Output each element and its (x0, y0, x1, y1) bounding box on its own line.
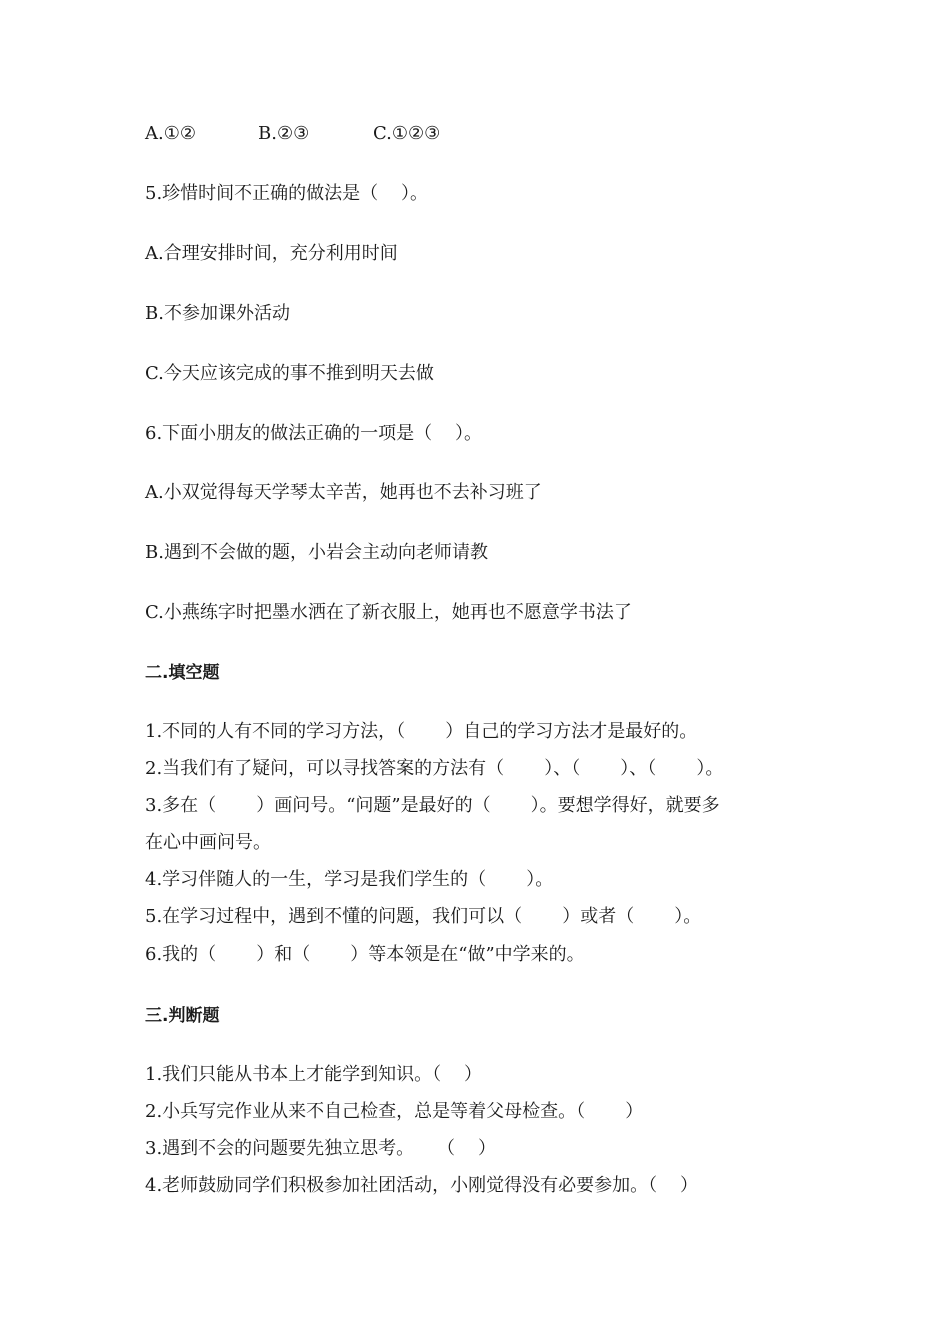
q4-option-b: B.②③ (258, 123, 310, 144)
q5-option-b: B.不参加课外活动 (145, 303, 290, 324)
fill-item-4: 4.学习伴随人的一生，学习是我们学生的（ ）。 (145, 869, 554, 890)
q4-options-row (145, 122, 440, 146)
q6-option-a: A.小双觉得每天学琴太辛苦，她再也不去补习班了 (145, 482, 542, 503)
fill-item-3-cont: 在心中画问号。 (145, 832, 271, 853)
section3-title: 三.判断题 (145, 1006, 220, 1026)
fill-item-6: 6.我的（ ）和（ ）等本领是在“做”中学来的。 (145, 944, 585, 965)
section2-title: 二.填空题 (145, 663, 220, 683)
judge-item-3: 3.遇到不会的问题要先独立思考。 （ ） (145, 1138, 496, 1159)
fill-item-2: 2.当我们有了疑问，可以寻找答案的方法有（ ）、（ ）、（ ）。 (145, 758, 724, 779)
judge-item-2: 2.小兵写完作业从来不自己检查，总是等着父母检查。（ ） (145, 1101, 644, 1122)
q6-option-c: C.小燕练字时把墨水洒在了新衣服上，她再也不愿意学书法了 (145, 602, 632, 623)
q4-option-a: A.①② (145, 123, 196, 144)
q6-option-b: B.遇到不会做的题，小岩会主动向老师请教 (145, 542, 488, 563)
q4-option-c: C.①②③ (373, 123, 441, 144)
fill-item-3: 3.多在（ ）画问号。“问题”是最好的（ ）。要想学得好，就要多 (145, 795, 720, 816)
fill-item-5: 5.在学习过程中，遇到不懂的问题，我们可以（ ）或者（ ）。 (145, 906, 702, 927)
judge-item-1: 1.我们只能从书本上才能学到知识。（ ） (145, 1064, 483, 1085)
judge-item-4: 4.老师鼓励同学们积极参加社团活动，小刚觉得没有必要参加。（ ） (145, 1175, 699, 1196)
q6-stem: 6.下面小朋友的做法正确的一项是（ ）。 (145, 423, 483, 444)
q5-option-c: C.今天应该完成的事不推到明天去做 (145, 363, 434, 384)
q5-option-a: A.合理安排时间，充分利用时间 (145, 243, 398, 264)
fill-item-1: 1.不同的人有不同的学习方法，（ ）自己的学习方法才是最好的。 (145, 721, 698, 742)
q5-stem: 5.珍惜时间不正确的做法是（ ）。 (145, 183, 429, 204)
